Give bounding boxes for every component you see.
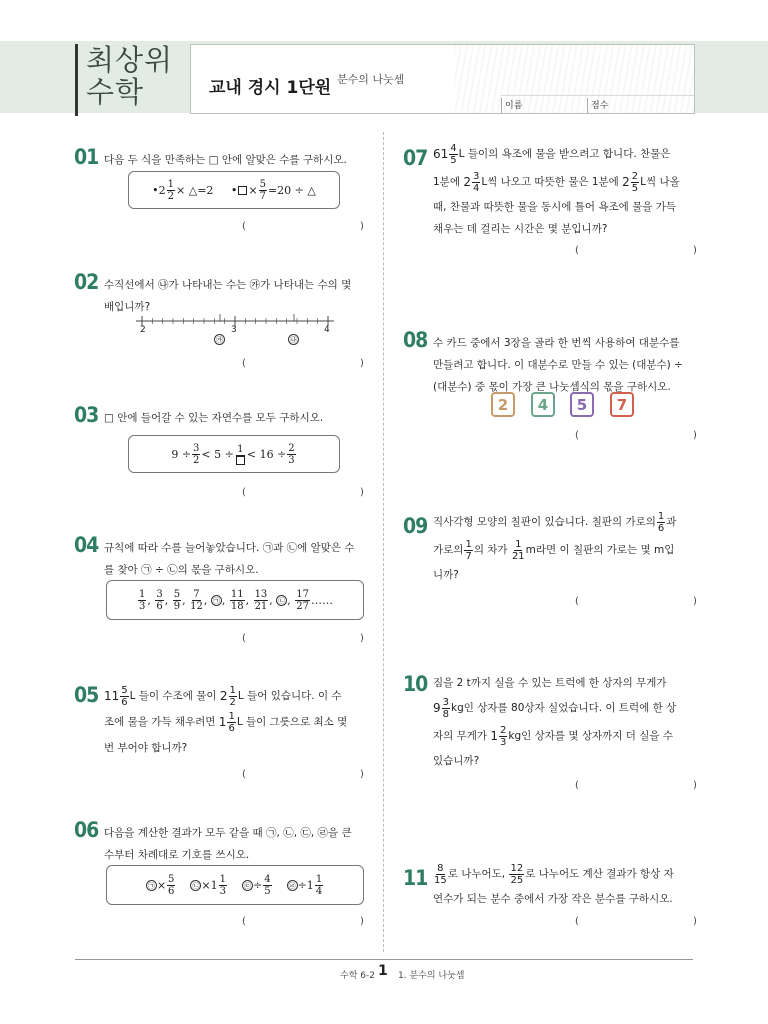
formula-box: ㉠ × $\frac{5}{6}$ ㉡ ×1 $\frac{1}{3}$ ㉢ ÷ $\frac{4}{5}$ ㉣ ÷1 $\frac{1}{4}$ [106, 865, 364, 905]
question-text [104, 149, 347, 171]
question-03: 03 □ 안에 들어갈 수 있는 자연수를 모두 구하시오. 9 ÷ $\frac{3}{2}$ < 5 ÷ 1 < 16 ÷ $\frac{2}{3}$ ( ) [74, 403, 364, 498]
question-06: 06 다음을 계산한 결과가 모두 같을 때 ㉠, ㉡, ㉢, ㉣을 큰 수부터 차례대로 기호를 쓰시오. ㉠ × $\frac{5}{6}$ ㉡ ×1 $\frac{1}{3}$ ㉢ ÷ $\frac{4}{5}$ ㉣ ÷1 $\frac{1}{4}$ ( ) [74, 818, 364, 927]
question-text: 61 $\frac{4}{5}$ L 들이의 욕조에 물을 받으려고 합니다. 찬물은 1분에 2 $\frac{3}{4}$ L씩 나오고 따뜻한 물은 1분에 2 $\frac{2}{5}$ L씩 나올 때, 찬물과 따뜻한 물을 동시에 틀어 욕조에 물을 가득 채우는 데 걸리는 시간은 몇 분입니까? [433, 142, 680, 235]
number-card[interactable]: 4 [531, 392, 555, 417]
formula-box: •2 $\frac{1}{2}$ × △=2 • × $\frac{5}{7}$ =20 ÷ △ [128, 171, 340, 209]
brand-line1: 최상위 [86, 43, 174, 77]
question-number: 10 [403, 672, 428, 696]
score-label: 점수 [587, 98, 608, 114]
question-text: □ 안에 들어갈 수 있는 자연수를 모두 구하시오. [104, 412, 324, 424]
question-05: 05 11 $\frac{5}{6}$ L 들이 수조에 물이 2 $\frac{1}{2}$ L 들어 있습니다. 이 수 조에 물을 가득 채우려면 1 $\frac{1}{6}$ L 들이 그릇으로 최소 몇 번 부어야 합니까? ( ) [74, 683, 364, 780]
question-text: 규칙에 따라 수를 늘어놓았습니다. ㉠과 ㉡에 알맞은 수 를 찾아 ㉠ ÷ ㉡의 몫을 구하시오. [104, 542, 355, 576]
question-07: 07 61 $\frac{4}{5}$ L 들이의 욕조에 물을 받으려고 합니다. 찬물은 1분에 2 $\frac{3}{4}$ L씩 나오고 따뜻한 물은 1분에 2 $\frac{2}{5}$ L씩 나올 때, 찬물과 따뜻한 물을 동시에 틀어 욕조에 물을 가득 채우는 데 걸리는 시간은 몇 분입니까? ( ) [403, 140, 703, 270]
question-number: 11 [403, 866, 428, 890]
brand-logo [75, 44, 185, 116]
question-text: 짐을 2 t까지 실을 수 있는 트럭에 한 상자의 무게가 9 $\frac{3}{8}$ kg인 상자를 80상자 실었습니다. 이 트럭에 한 상 자의 무게가 1 $\frac{2}{3}$ kg인 상자를 몇 상자까지 더 실을 수 있습니까? [433, 677, 677, 767]
question-text: 수 카드 중에서 3장을 골라 한 번씩 사용하여 대분수를 만들려고 합니다. 이 대분수로 만들 수 있는 (대분수) ÷ (대분수) 중 몫이 가장 큰 나눗셈식의 몫을 구하시오. [433, 337, 683, 393]
question-09: 09 직사각형 모양의 칠판이 있습니다. 칠판의 가로의 $\frac{1}{6}$ 과 가로의 $\frac{1}{7}$ 의 차가 $\frac{1}{21}$ m라면 이 칠판의 가로는 몇 m입 니까? ( ) [403, 508, 703, 618]
question-04: 04 규칙에 따라 수를 늘어놓았습니다. ㉠과 ㉡에 알맞은 수 를 찾아 ㉠ ÷ ㉡의 몫을 구하시오. $\frac{1}{3}$ , $\frac{3}{6}$ , $\frac{5}{9}$ , $\frac{7}{12}$ , ㉠ , $\frac{11}{18}$ , $\frac{13}{21}$ , ㉡ , $\frac{17}{27}$ …… ( ) [74, 533, 364, 644]
number-line [132, 314, 342, 346]
question-number: 07 [403, 146, 428, 170]
question-text: $\frac{8}{15}$ 로 나누어도, $\frac{12}{25}$ 로 나누어도 계산 결과가 항상 자 연수가 되는 분수 중에서 가장 작은 분수를 구하시오. [433, 862, 674, 905]
name-score-row [501, 95, 695, 114]
question-number: 06 [74, 818, 99, 842]
question-text: 11 $\frac{5}{6}$ L 들이 수조에 물이 2 $\frac{1}{2}$ L 들어 있습니다. 이 수 조에 물을 가득 채우려면 1 $\frac{1}{6}$ L 들이 그릇으로 최소 몇 번 부어야 합니까? [104, 684, 348, 754]
header-box [190, 44, 695, 114]
question-11: 11 $\frac{8}{15}$ 로 나누어도, $\frac{12}{25}$ 로 나누어도 계산 결과가 항상 자 연수가 되는 분수 중에서 가장 작은 분수를 구하시오. ( ) [403, 860, 703, 940]
page-number: 1 [378, 963, 388, 979]
number-card[interactable]: 7 [610, 392, 634, 417]
mark-b: ㉯ [290, 336, 297, 344]
number-card[interactable]: 2 [491, 392, 515, 417]
footer-right: 1. 분수의 나눗셈 [398, 971, 465, 981]
brand-line2: 수학 [86, 75, 145, 109]
question-number: 02 [74, 270, 99, 294]
question-01: 01 다음 두 식을 만족하는 □ 안에 알맞은 수를 구하시오. •2 $\frac{1}{2}$ × △=2 • × $\frac{5}{7}$ =20 ÷ △ ( ) [74, 145, 364, 232]
question-number: 09 [403, 514, 428, 538]
question-02: 02 수직선에서 ㉯가 나타내는 수는 ㉮가 나타내는 수의 몇 배입니까? 2 3 4 ㉮ ㉯ ( ) [74, 270, 364, 369]
question-number: 08 [403, 328, 428, 352]
name-label: 이름 [501, 98, 522, 114]
column-separator [383, 132, 384, 952]
question-08: 08 수 카드 중에서 3장을 골라 한 번씩 사용하여 대분수를 만들려고 합니다. 이 대분수로 만들 수 있는 (대분수) ÷ (대분수) 중 몫이 가장 큰 나눗셈식의 몫을 구하시오. 2 4 5 7 ( ) [403, 328, 697, 441]
question-number: 03 [74, 403, 99, 427]
number-card[interactable]: 5 [570, 392, 594, 417]
tick-label-3: 3 [231, 325, 237, 335]
question-number: 04 [74, 533, 99, 557]
question-10: 10 짐을 2 t까지 실을 수 있는 트럭에 한 상자의 무게가 9 $\frac{3}{8}$ kg인 상자를 80상자 실었습니다. 이 트럭에 한 상 자의 무게가 1 $\frac{2}{3}$ kg인 상자를 몇 상자까지 더 실을 수 있습니까? ( ) [403, 672, 697, 791]
question-text: 수직선에서 ㉯가 나타내는 수는 ㉮가 나타내는 수의 몇 배입니까? [104, 279, 352, 313]
question-text: 직사각형 모양의 칠판이 있습니다. 칠판의 가로의 $\frac{1}{6}$ 과 가로의 $\frac{1}{7}$ 의 차가 $\frac{1}{21}$ m라면 이 칠판의 가로는 몇 m입 니까? [433, 510, 677, 581]
formula-box: 9 ÷ $\frac{3}{2}$ < 5 ÷ 1 < 16 ÷ $\frac{2}{3}$ [128, 435, 340, 473]
question-number: 01 [74, 145, 99, 169]
question-text: 다음을 계산한 결과가 모두 같을 때 ㉠, ㉡, ㉢, ㉣을 큰 수부터 차례대로 기호를 쓰시오. [104, 827, 352, 861]
question-line: 다음 두 식을 만족하는 □ 안에 알맞은 수를 구하시오. [104, 154, 347, 166]
sequence-box: $\frac{1}{3}$ , $\frac{3}{6}$ , $\frac{5}{9}$ , $\frac{7}{12}$ , ㉠ , $\frac{11}{18}$ , $\frac{13}{21}$ , ㉡ , $\frac{17}{27}$ …… [106, 580, 364, 620]
footer-left: 수학 6-2 [340, 971, 375, 981]
page-subtitle: 분수의 나눗셈 [337, 73, 405, 86]
mark-a: ㉮ [216, 336, 223, 344]
tick-label-2: 2 [140, 325, 146, 335]
tick-label-4: 4 [324, 325, 330, 335]
footer-line [75, 959, 693, 960]
question-number: 05 [74, 683, 99, 707]
page-title: 교내 경시 1단원 [209, 78, 332, 98]
